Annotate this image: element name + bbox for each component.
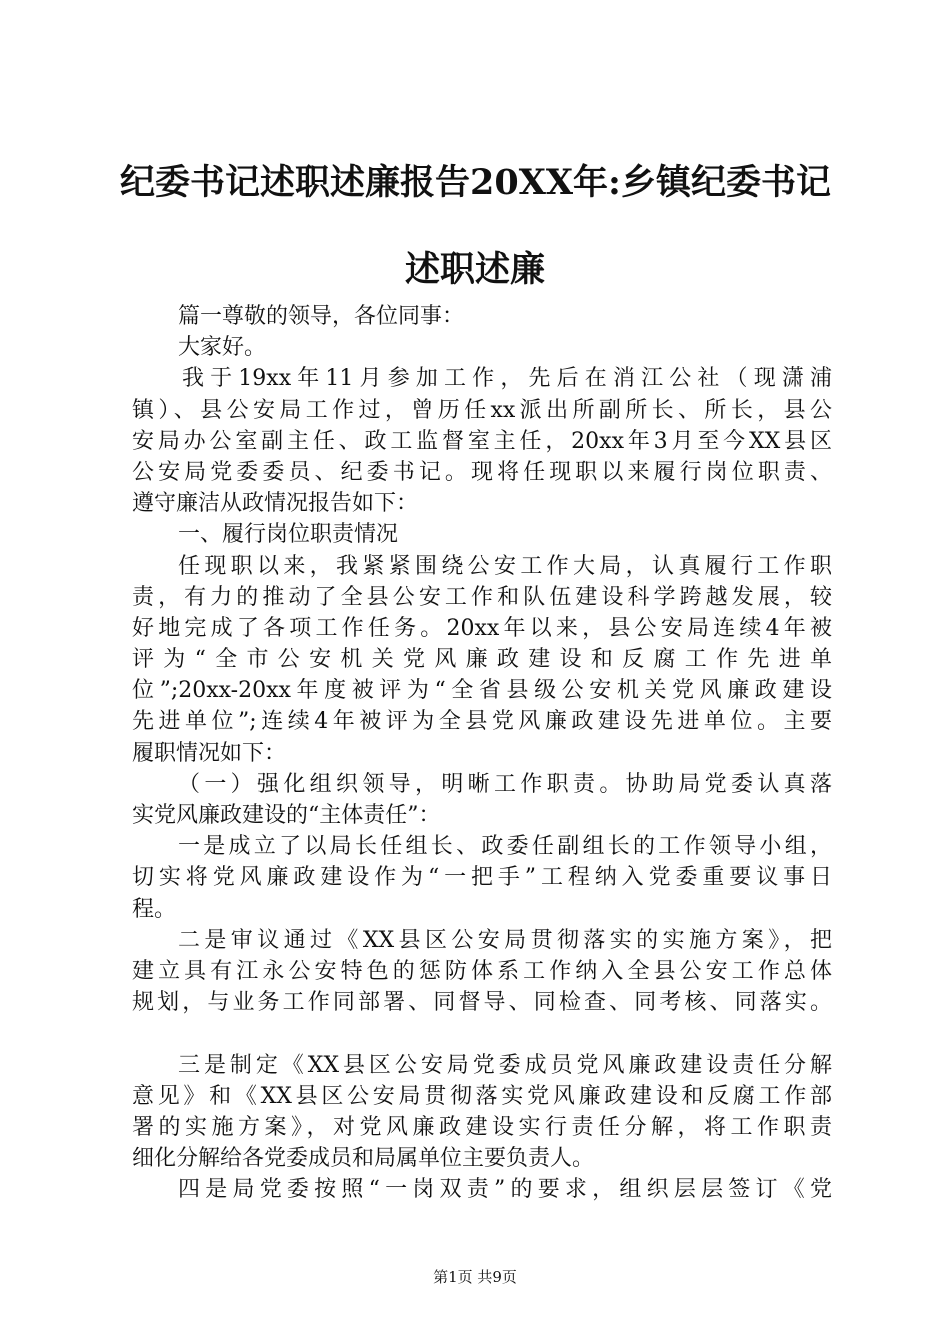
paragraph-line: 细化分解给各党委成员和局属单位主要负责人。 — [132, 1146, 595, 1172]
paragraph-line: 好地完成了各项工作任务。20xx年以来，县公安局连续4年被 — [132, 615, 832, 641]
paragraph-line: 责，有力的推动了全县公安工作和队伍建设科学跨越发展，较 — [132, 584, 832, 610]
paragraph-line: 遵守廉洁从政情况报告如下： — [132, 491, 419, 517]
paragraph-line: 一、履行岗位职责情况 — [178, 522, 399, 548]
document-body — [132, 301, 832, 1205]
paragraph-line: 履职情况如下： — [132, 740, 287, 766]
paragraph-line: （一）强化组织领导，明晰工作职责。协助局党委认真落 — [178, 771, 832, 797]
page-footer: 第1页 共9页 — [433, 1268, 517, 1286]
paragraph-line: 评为“全市公安机关党风廉政建设和反腐工作先进单 — [132, 647, 832, 673]
paragraph-line: 意见》和《XX县区公安局贯彻落实党风廉政建设和反腐工作部 — [132, 1083, 832, 1109]
paragraph-line: 程。 — [132, 896, 177, 922]
paragraph-line: 公安局党委委员、纪委书记。现将任现职以来履行岗位职责、 — [132, 459, 832, 485]
paragraph-line: 实党风廉政建设的“主体责任”： — [132, 803, 441, 828]
paragraph-line: 先进单位”;连续4年被评为全县党风廉政建设先进单位。主要 — [132, 709, 832, 735]
paragraph-line: 安局办公室副主任、政工监督室主任，20xx年3月至今XX县区 — [132, 428, 832, 454]
paragraph-line: 署的实施方案》，对党风廉政建设实行责任分解，将工作职责 — [132, 1114, 832, 1140]
document-title-line-1: 纪委书记述职述廉报告20XX年:乡镇纪委书记 — [120, 162, 831, 203]
paragraph-line: 规划，与业务工作同部署、同督导、同检查、同考核、同落实。 — [132, 990, 832, 1016]
paragraph-line: 任现职以来，我紧紧围绕公安工作大局，认真履行工作职 — [178, 553, 832, 579]
blank-line — [132, 1018, 832, 1049]
paragraph-line: 我于19xx年11月参加工作，先后在消江公社（现潇浦 — [182, 366, 832, 392]
document-title-line-2: 述职述廉 — [404, 249, 545, 290]
paragraph-line: 镇）、县公安局工作过，曾历任xx派出所副所长、所长，县公 — [132, 397, 832, 423]
paragraph-line: 大家好。 — [178, 335, 267, 361]
paragraph-line: 一是成立了以局长任组长、政委任副组长的工作领导小组， — [178, 834, 832, 860]
paragraph-line: 三是制定《XX县区公安局党委成员党风廉政建设责任分解 — [178, 1052, 832, 1078]
paragraph-line: 建立具有江永公安特色的惩防体系工作纳入全县公安工作总体 — [132, 958, 832, 984]
paragraph-line: 位”;20xx-20xx年度被评为“全省县级公安机关党风廉政建设 — [132, 678, 832, 704]
paragraph-line: 二是审议通过《XX县区公安局贯彻落实的实施方案》，把 — [178, 927, 832, 953]
paragraph-line: 四是局党委按照“一岗双责”的要求，组织层层签订《党 — [178, 1177, 832, 1203]
paragraph-line: 切实将党风廉政建设作为“一把手”工程纳入党委重要议事日 — [132, 865, 832, 891]
paragraph-line: 篇一尊敬的领导，各位同事： — [178, 304, 465, 329]
